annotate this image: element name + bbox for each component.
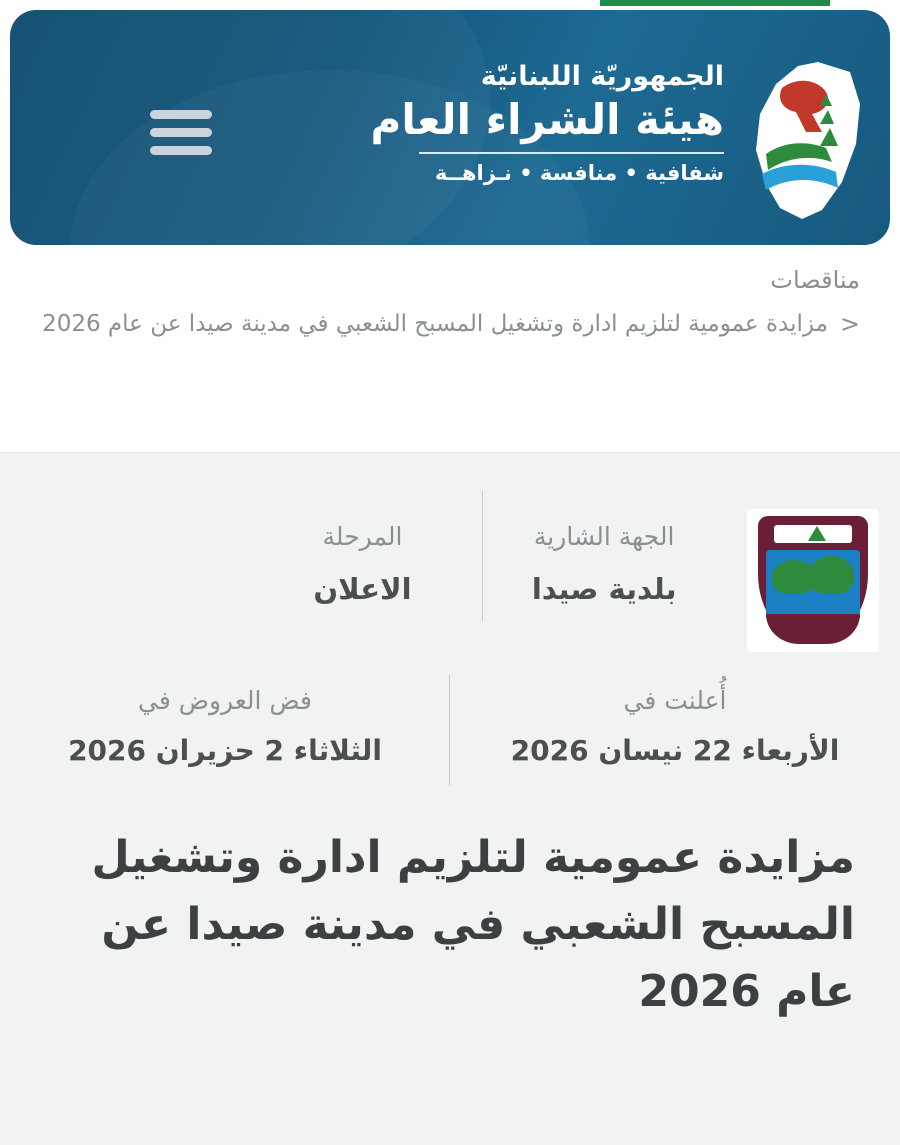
accent-bar	[600, 0, 830, 6]
buyer-value: بلدية صيدا	[531, 572, 677, 606]
site-logo[interactable]	[170, 62, 730, 185]
opening-value: الثلاثاء 2 حزيران 2026	[68, 734, 382, 767]
cedar-icon	[808, 526, 826, 541]
announced-label: أُعلنت في	[623, 686, 727, 715]
saida-municipality-logo-icon	[747, 509, 879, 652]
logo-divider	[419, 152, 724, 154]
shield-hill-right	[808, 556, 854, 594]
announced-cell	[450, 665, 900, 805]
breadcrumb-current-row	[40, 306, 860, 343]
tender-info-panel	[0, 452, 900, 1145]
meta-row-dates	[0, 665, 900, 805]
lebanon-map-emblem-icon	[710, 58, 870, 223]
opening-label: فض العروض في	[138, 686, 312, 715]
buyer-cell	[483, 483, 725, 609]
meta-row-primary	[0, 483, 900, 628]
chevron-right-icon: >	[839, 310, 860, 338]
stage-cell	[242, 483, 484, 609]
announced-value: الأربعاء 22 نيسان 2026	[510, 734, 840, 767]
logo-line-motto: شفافية • منافسة • نـزاهــة	[434, 160, 724, 185]
opening-cell	[0, 665, 450, 805]
breadcrumb	[0, 262, 900, 343]
logo-line-republic: الجمهوريّة اللبنانيّة	[480, 61, 724, 92]
logo-line-authority: هيئة الشراء العام	[370, 94, 724, 144]
top-strip	[0, 0, 900, 10]
breadcrumb-item-tenders[interactable]: مناقصات	[770, 266, 860, 294]
stage-value: الاعلان	[313, 572, 412, 606]
shield-base	[766, 614, 860, 644]
site-header	[10, 10, 890, 245]
spacer-cell	[0, 483, 242, 519]
breadcrumb-item-current: مزايدة عمومية لتلزيم ادارة وتشغيل المسبح الشعبي في مدينة صيدا عن عام 2026	[42, 311, 828, 337]
shield-shape	[758, 516, 868, 644]
page-title: مزايدة عمومية لتلزيم ادارة وتشغيل المسبح الشعبي في مدينة صيدا عن عام 2026	[91, 832, 855, 1017]
stage-label: المرحلة	[322, 522, 403, 551]
buyer-logo-cell	[725, 483, 900, 652]
buyer-label: الجهة الشارية	[533, 522, 675, 551]
